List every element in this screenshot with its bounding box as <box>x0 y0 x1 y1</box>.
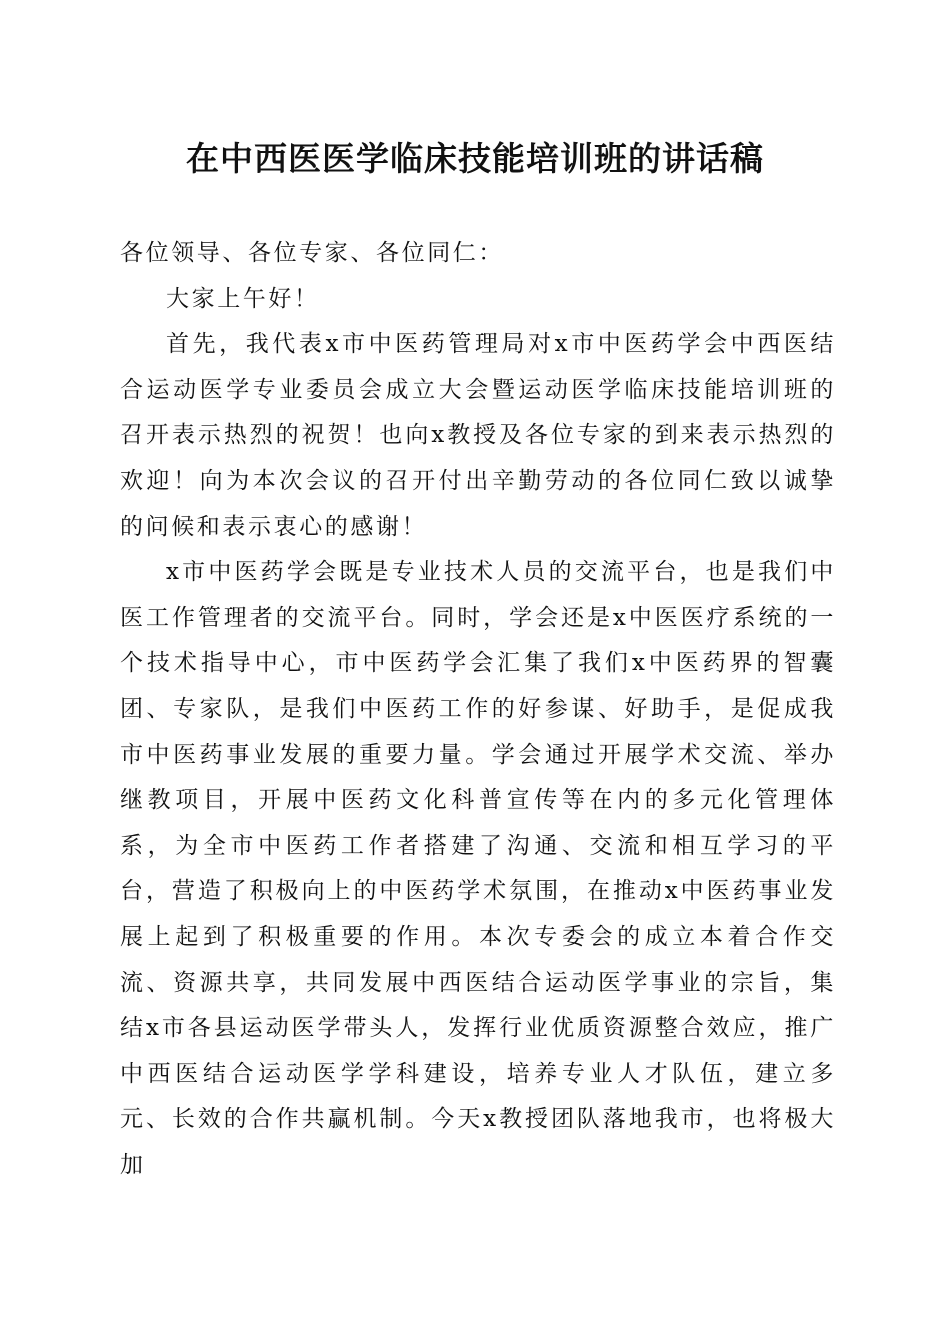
paragraph-congratulations: 首先，我代表x市中医药管理局对x市中医药学会中西医结合运动医学专业委员会成立大会暨运动医学临床技能培训班的召开表示热烈的祝贺！也向x教授及各位专家的到来表示热烈的欢迎！向为本次会议的召开付出辛勤劳动的各位同仁致以诚挚的问候和表示衷心的感谢！ <box>120 331 836 540</box>
document-title: 在中西医医学临床技能培训班的讲话稿 <box>186 139 764 178</box>
salutation: 各位领导、各位专家、各位同仁： <box>120 240 504 266</box>
document-body <box>120 231 836 1188</box>
paragraph-association: x市中医药学会既是专业技术人员的交流平台，也是我们中医工作管理者的交流平台。同时，学会还是x中医医疗系统的一个技术指导中心，市中医药学会汇集了我们x中医药界的智囊团、专家队，是我们中医药工作的好参谋、好助手，是促成我市中医药事业发展的重要力量。学会通过开展学术交流、举办继教项目，开展中医药文化科普宣传等在内的多元化管理体系，为全市中医药工作者搭建了沟通、交流和相互学习的平台，营造了积极向上的中医药学术氛围，在推动x中医药事业发展上起到了积极重要的作用。本次专委会的成立本着合作交流、资源共享，共同发展中西医结合运动医学事业的宗旨，集结x市各县运动医学带头人，发挥行业优质资源整合效应，推广中西医结合运动医学学科建设，培养专业人才队伍，建立多元、长效的合作共赢机制。今天x教授团队落地我市，也将极大加 <box>120 559 836 1178</box>
greeting: 大家上午好！ <box>166 285 320 312</box>
